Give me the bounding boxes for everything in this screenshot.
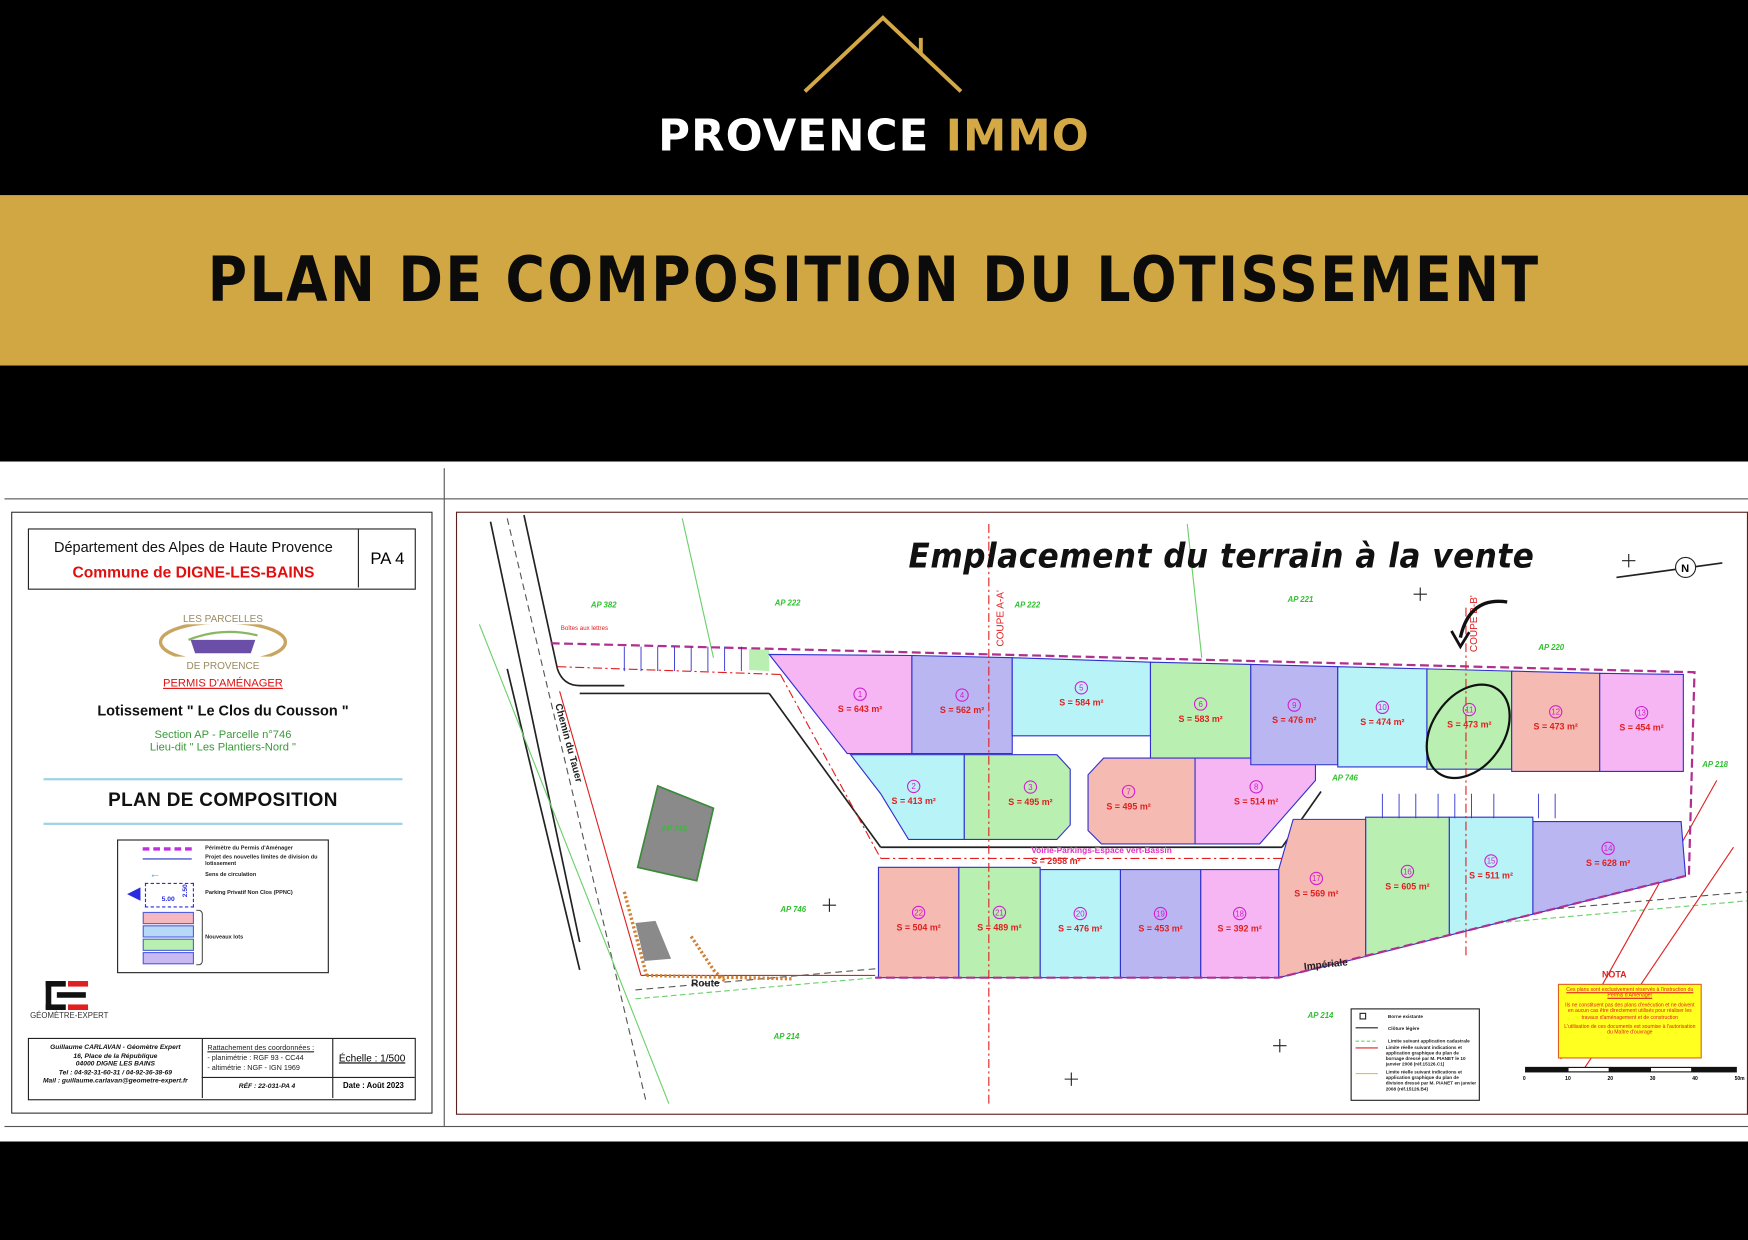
lot-13 bbox=[1599, 673, 1683, 771]
lot-area: S = 489 m² bbox=[976, 921, 1022, 932]
parking-width: 5.00 bbox=[161, 896, 175, 903]
lot-swatch-purple bbox=[143, 952, 194, 964]
section-b-label: COUPE B-B' bbox=[1468, 594, 1480, 652]
lot-area: S = 413 m² bbox=[890, 795, 936, 806]
parking-height: 2.50 bbox=[182, 884, 190, 898]
mailboxes-label: Boîtes aux lettres bbox=[560, 624, 608, 632]
page-title: PLAN DE COMPOSITION DU LOTISSEMENT bbox=[207, 244, 1541, 317]
project-name: Lotissement " Le Clos du Cousson " bbox=[97, 702, 349, 720]
title-block-header bbox=[28, 528, 416, 589]
lot-area: S = 495 m² bbox=[1105, 800, 1151, 811]
surveyor-city: 04000 DIGNE LES BAINS bbox=[75, 1061, 155, 1068]
road-label: Voirie-Parkings-Espace vert-Bassin bbox=[1030, 844, 1172, 855]
brand-name: PROVENCE IMMO bbox=[658, 111, 1090, 162]
lot-10 bbox=[1337, 666, 1426, 766]
geometre-logo-icon bbox=[46, 981, 91, 1010]
legend-parking: Parking Privatif Non Clos (PPNC) bbox=[205, 889, 293, 897]
lot-swatch-pink bbox=[143, 912, 194, 924]
parcel-label: AP 746 bbox=[779, 904, 806, 914]
lot-19 bbox=[1120, 869, 1200, 977]
lot-number: 17 bbox=[1311, 873, 1321, 883]
lot-2 bbox=[850, 754, 964, 839]
parcel-label: AP 222 bbox=[774, 597, 800, 607]
site-plan-map bbox=[456, 512, 1748, 1115]
lot-number: 9 bbox=[1291, 700, 1296, 710]
sheet-border-bottom bbox=[4, 1126, 1748, 1127]
lot-shape bbox=[1278, 819, 1365, 977]
reference: RÉF : 22-031-PA 4 bbox=[238, 1083, 296, 1091]
lot-area: S = 392 m² bbox=[1216, 922, 1262, 933]
lot-area: S = 514 m² bbox=[1233, 796, 1278, 807]
lot-1 bbox=[769, 654, 912, 753]
footer-band bbox=[0, 1142, 1748, 1240]
legend-perimeter: Périmètre du Permis d'Aménager bbox=[205, 845, 293, 852]
surveyor-name: Guillaume CARLAVAN - Géomètre Expert bbox=[50, 1044, 181, 1052]
parcel-label: AP 220 bbox=[1537, 642, 1564, 652]
lot-number: 5 bbox=[1078, 683, 1083, 693]
lot-swatch-green bbox=[143, 939, 194, 951]
spacer-band bbox=[0, 366, 1748, 462]
sheet-border-top bbox=[4, 498, 1748, 499]
coords-alt: - altimétrie : NGF - IGN 1969 bbox=[207, 1064, 300, 1073]
brand-header bbox=[0, 0, 1748, 195]
scale-label: Échelle : 1/500 bbox=[338, 1052, 406, 1064]
lot-number: 14 bbox=[1603, 843, 1612, 853]
lot-number: 7 bbox=[1125, 786, 1131, 796]
sale-location-annotation: Emplacement du terrain à la vente bbox=[908, 537, 1535, 577]
lot-21 bbox=[958, 867, 1039, 977]
legend-cadastre: Limite suivant application cadastrale bbox=[1387, 1037, 1470, 1043]
surveyor-tel: Tel : 04-92-31-60-31 / 04-92-36-38-69 bbox=[58, 1069, 172, 1077]
arrow-left-icon: ← bbox=[149, 868, 161, 881]
parcel-label: AP 214 bbox=[773, 1031, 799, 1041]
lot-area: S = 569 m² bbox=[1293, 887, 1338, 898]
lot-9 bbox=[1250, 664, 1337, 764]
lot-area: S = 476 m² bbox=[1057, 922, 1102, 933]
lot-18 bbox=[1200, 869, 1278, 977]
lot-number: 1 bbox=[857, 689, 862, 699]
parcel-label: AP 382 bbox=[590, 600, 617, 610]
lot-20 bbox=[1040, 869, 1120, 977]
legend-box bbox=[117, 839, 329, 973]
legend-borne: Borne existante bbox=[1387, 1013, 1423, 1019]
lot-17 bbox=[1278, 819, 1365, 977]
legend-new-lots: Nouveaux lots bbox=[205, 934, 244, 941]
perimeter-swatch bbox=[143, 847, 192, 850]
lot-area: S = 454 m² bbox=[1618, 721, 1664, 732]
legend-limit-yellow: Limite réelle suivant indications et application graphique du plan de division dressé par M. PIANET en janvier 2008 (réf.15126.B4) bbox=[1385, 1068, 1476, 1091]
lot-area: S = 476 m² bbox=[1271, 714, 1316, 725]
logo-text-top: LES PARCELLES bbox=[182, 614, 263, 626]
lot-7 bbox=[1087, 758, 1194, 844]
lot-4 bbox=[911, 655, 1011, 753]
divider bbox=[43, 823, 402, 825]
limits-swatch bbox=[143, 858, 192, 859]
street-chemin-label: Chemin du Tauer bbox=[551, 701, 584, 784]
lot-number: 2 bbox=[910, 781, 916, 791]
parcel-label: AP 745 bbox=[660, 824, 687, 834]
lot-area: S = 473 m² bbox=[1532, 721, 1578, 732]
green-space bbox=[749, 648, 769, 670]
lot-area: S = 584 m² bbox=[1058, 697, 1103, 708]
site-plan-svg bbox=[456, 512, 1747, 1115]
legend-cloture: Clôture légère bbox=[1387, 1025, 1419, 1031]
scale-tick-label: 0 bbox=[1522, 1075, 1526, 1082]
scale-bar bbox=[1522, 1066, 1744, 1081]
lot-15 bbox=[1449, 817, 1533, 935]
surveyor-mail: Mail : guillaume.carlavan@geometre-expert.fr bbox=[42, 1078, 188, 1085]
parking-arrow-icon bbox=[127, 887, 140, 900]
coords-title: Rattachement des coordonnées : bbox=[207, 1044, 315, 1053]
parking-swatch bbox=[145, 883, 194, 908]
parcel-label: AP 218 bbox=[1701, 759, 1728, 769]
coords-plan: - planimétrie : RGF 93 - CC44 bbox=[207, 1054, 304, 1063]
scale-tick-label: 40 bbox=[1691, 1075, 1698, 1082]
commune: Commune de DIGNE-LES-BAINS bbox=[72, 562, 315, 581]
road-area: S = 2958 m² bbox=[1030, 855, 1080, 866]
lot-area: S = 453 m² bbox=[1137, 922, 1183, 933]
lot-number: 8 bbox=[1253, 782, 1258, 792]
lot-number: 21 bbox=[994, 907, 1004, 917]
scale-tick-label: 20 bbox=[1606, 1075, 1613, 1082]
scale-tick-label: 50m bbox=[1734, 1075, 1745, 1082]
lot-area: S = 504 m² bbox=[895, 921, 941, 932]
lot-number: 12 bbox=[1550, 707, 1560, 717]
brace bbox=[196, 910, 203, 966]
pointer-arrow-icon bbox=[1460, 601, 1507, 637]
svg-text:N: N bbox=[1680, 562, 1689, 575]
lot-number: 13 bbox=[1636, 707, 1646, 717]
lot-area: S = 511 m² bbox=[1468, 870, 1513, 881]
map-legend bbox=[1351, 1008, 1479, 1099]
scale-tick-label: 10 bbox=[1564, 1075, 1571, 1082]
lot-area: S = 628 m² bbox=[1585, 857, 1630, 868]
permit-label: PERMIS D'AMÉNAGER bbox=[163, 677, 283, 691]
lot-3 bbox=[964, 754, 1070, 839]
coordinates-info bbox=[207, 1043, 314, 1073]
lot-number: 16 bbox=[1402, 866, 1412, 876]
lot-number: 18 bbox=[1234, 908, 1244, 918]
parcelles-logo-icon bbox=[155, 606, 291, 673]
lot-number: 20 bbox=[1075, 908, 1085, 918]
lot-12 bbox=[1511, 671, 1599, 771]
nota-line-3: L'utilisation de ces documents est soumise à l'autorisation du Maître d'ouvrage bbox=[1563, 1022, 1695, 1035]
lot-area: S = 562 m² bbox=[939, 704, 984, 715]
logo-text-bottom: DE PROVENCE bbox=[186, 660, 260, 672]
roof-logo-icon bbox=[780, 9, 981, 104]
legend-traffic: Sens de circulation bbox=[205, 871, 257, 879]
street-imperiale-label: Impériale bbox=[1302, 956, 1348, 973]
legend-new-limits: Projet des nouvelles limites de division du lotissement bbox=[205, 853, 318, 868]
lot-number: 6 bbox=[1197, 699, 1203, 709]
lot-number: 10 bbox=[1377, 702, 1387, 712]
footer-block bbox=[28, 1038, 416, 1100]
shed bbox=[635, 920, 671, 960]
section-parcel: Section AP - Parcelle n°746 bbox=[154, 729, 292, 742]
sheet-code: PA 4 bbox=[358, 530, 416, 588]
surveyor-address: 16, Place de la République bbox=[73, 1052, 158, 1060]
nota-title: NOTA bbox=[1601, 969, 1626, 980]
parcel-label: AP 214 bbox=[1307, 1010, 1333, 1020]
date: Date : Août 2023 bbox=[343, 1082, 404, 1091]
section-a-label: COUPE A-A' bbox=[994, 589, 1006, 647]
lot-number: 11 bbox=[1464, 704, 1473, 714]
nota-line-1: Ces plans sont exclusivement réservés à l'instruction du Permis d'Aménager bbox=[1565, 986, 1693, 998]
lot-area: S = 643 m² bbox=[837, 703, 882, 714]
lot-6 bbox=[1150, 662, 1250, 765]
lot-number: 15 bbox=[1486, 856, 1495, 866]
lot-11 bbox=[1426, 668, 1511, 768]
lot-area: S = 605 m² bbox=[1384, 880, 1430, 891]
lieu-dit: Lieu-dit " Les Plantiers-Nord " bbox=[149, 741, 296, 754]
parcel-label: AP 222 bbox=[1013, 600, 1040, 610]
plan-title: PLAN DE COMPOSITION bbox=[108, 789, 338, 811]
scale-tick-label: 30 bbox=[1649, 1075, 1655, 1082]
lot-22 bbox=[878, 867, 958, 977]
sheet-divider bbox=[444, 468, 445, 1126]
street-route-label: Route bbox=[690, 978, 719, 990]
nota-line-2: Ils ne constituent pas des plans d'exécution et ne doivent en aucun cas être directement utilisés pour réaliser les travaux d'aménagement et de construction bbox=[1564, 1001, 1694, 1020]
department: Département des Alpes de Haute Provence bbox=[54, 538, 333, 556]
title-block bbox=[11, 512, 432, 1114]
parcel-label: AP 221 bbox=[1287, 594, 1313, 604]
lot-number: 22 bbox=[913, 907, 923, 917]
title-banner bbox=[0, 195, 1748, 366]
lot-14 bbox=[1532, 821, 1685, 914]
lot-number: 4 bbox=[959, 690, 964, 700]
legend-limit-red: Limite réelle suivant indications et application graphique du plan de bornage dressé par M. PIANET le 10 janvier 2008 (réf.15126.C1) bbox=[1385, 1044, 1466, 1067]
lot-swatch-blue bbox=[143, 925, 194, 937]
lot-area: S = 583 m² bbox=[1177, 713, 1223, 724]
lot-5 bbox=[1012, 657, 1150, 735]
lot-area: S = 473 m² bbox=[1446, 718, 1491, 729]
lot-number: 3 bbox=[1027, 782, 1033, 792]
lots-layer bbox=[769, 654, 1685, 980]
lot-area: S = 474 m² bbox=[1359, 716, 1404, 727]
divider bbox=[43, 778, 402, 780]
surveyor-info bbox=[29, 1045, 202, 1087]
lot-number: 19 bbox=[1155, 908, 1165, 918]
geometre-logo-text: GÉOMÈTRE-EXPERT bbox=[30, 1012, 109, 1021]
lot-area: S = 495 m² bbox=[1007, 796, 1053, 807]
lot-16 bbox=[1365, 817, 1449, 956]
parcel-label: AP 746 bbox=[1331, 772, 1358, 782]
